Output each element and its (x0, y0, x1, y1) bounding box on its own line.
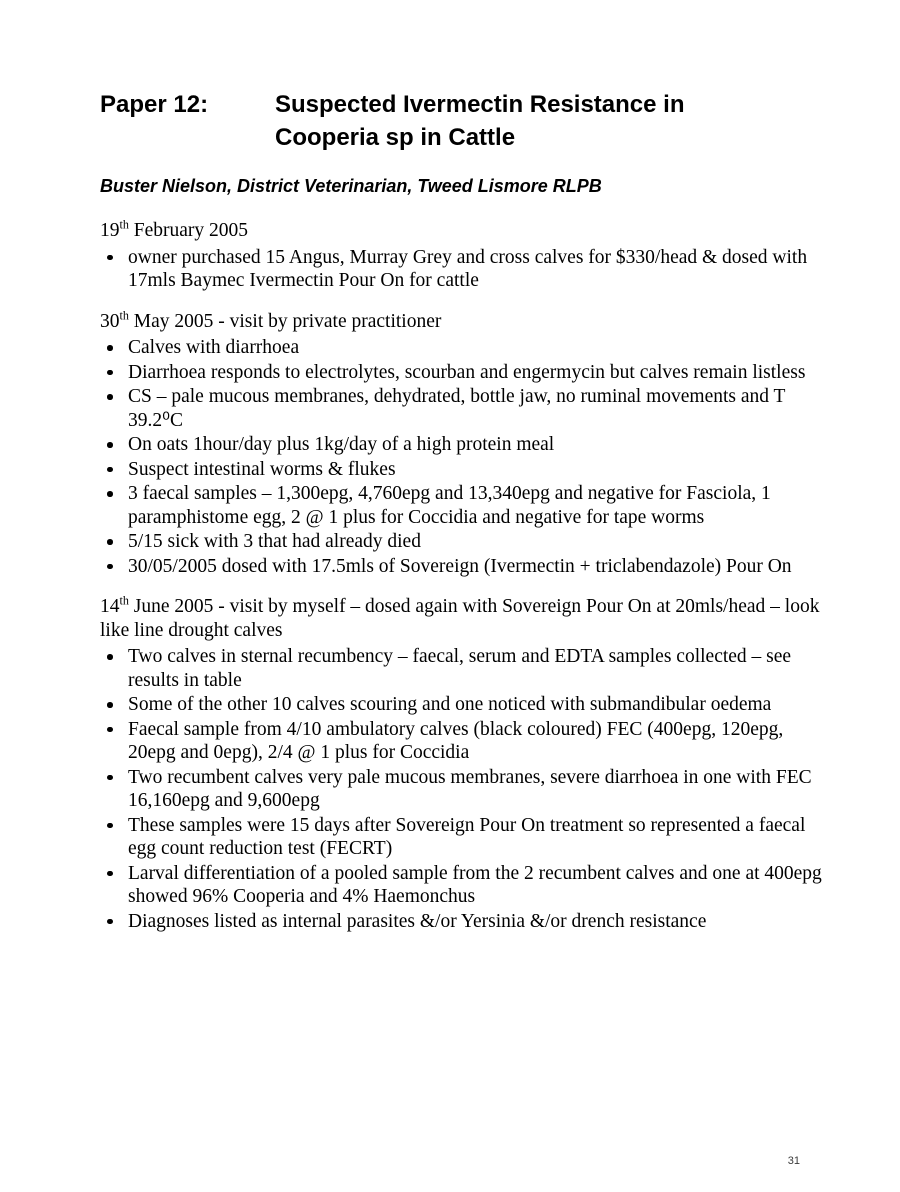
bullet-item: owner purchased 15 Angus, Murray Grey and cross calves for $330/head & dosed with 17mls Baymec Ivermectin Pour On for cattle (100, 246, 822, 293)
bullet-item: Some of the other 10 calves scouring and one noticed with submandibular oedema (100, 693, 822, 717)
paper-title-line2: Cooperia sp in Cattle (275, 124, 516, 151)
bullet-item: On oats 1hour/day plus 1kg/day of a high protein meal (100, 433, 822, 457)
bullet-item: 5/15 sick with 3 that had already died (100, 530, 822, 554)
section-date-heading (100, 310, 822, 334)
date-section (100, 219, 822, 293)
bullet-item: 30/05/2005 dosed with 17.5mls of Sovereign (Ivermectin + triclabendazole) Pour On (100, 555, 822, 579)
paper-title-line1: Suspected Ivermectin Resistance in (275, 91, 685, 118)
section-date-heading (100, 219, 822, 243)
date-section (100, 595, 822, 933)
paper-number-label: Paper 12: (100, 91, 209, 118)
bullet-item: CS – pale mucous membranes, dehydrated, bottle jaw, no ruminal movements and T 39.2⁰C (100, 385, 822, 432)
page-number: 31 (787, 1155, 800, 1167)
bullet-item: 3 faecal samples – 1,300epg, 4,760epg and 13,340epg and negative for Fasciola, 1 paramphistome egg, 2 @ 1 plus for Coccidia and negative for tape worms (100, 482, 822, 529)
section-date-heading (100, 595, 822, 642)
author-line: Buster Nielson, District Veterinarian, Tweed Lismore RLPB (100, 176, 602, 196)
bullet-item: Two calves in sternal recumbency – faecal, serum and EDTA samples collected – see results in table (100, 645, 822, 692)
bullet-list (100, 246, 822, 293)
heading-text: June 2005 - visit by myself – dosed again with Sovereign Pour On at 20mls/head – look like line drought calves (100, 596, 820, 641)
bullet-item: These samples were 15 days after Sovereign Pour On treatment so represented a faecal egg count reduction test (FECRT) (100, 814, 822, 861)
heading-ordinal: th (119, 593, 129, 608)
paper-title-text (275, 88, 685, 154)
page-content (100, 88, 822, 934)
date-section (100, 310, 822, 579)
heading-day: 19 (100, 220, 120, 241)
heading-text: February 2005 (128, 220, 249, 241)
bullet-item: Faecal sample from 4/10 ambulatory calves (black coloured) FEC (400epg, 120epg, 20epg and 0epg), 2/4 @ 1 plus for Coccidia (100, 718, 822, 765)
heading-text: May 2005 - visit by private practitioner (128, 310, 442, 332)
heading-ordinal: th (119, 308, 129, 322)
heading-ordinal: th (119, 217, 129, 232)
bullet-item: Larval differentiation of a pooled sample from the 2 recumbent calves and one at 400epg showed 96% Cooperia and 4% Haemonchus (100, 862, 822, 909)
bullet-item: Diagnoses listed as internal parasites &/or Yersinia &/or drench resistance (100, 910, 822, 934)
sections (100, 219, 822, 933)
paper-title (100, 88, 822, 154)
bullet-item: Diarrhoea responds to electrolytes, scourban and engermycin but calves remain listless (100, 361, 822, 385)
heading-day: 14 (100, 596, 120, 617)
heading-day: 30 (100, 310, 120, 332)
bullet-item: Two recumbent calves very pale mucous membranes, severe diarrhoea in one with FEC 16,160epg and 9,600epg (100, 766, 822, 813)
bullet-item: Suspect intestinal worms & flukes (100, 458, 822, 482)
bullet-list (100, 645, 822, 933)
bullet-item: Calves with diarrhoea (100, 336, 822, 360)
bullet-list (100, 336, 822, 578)
